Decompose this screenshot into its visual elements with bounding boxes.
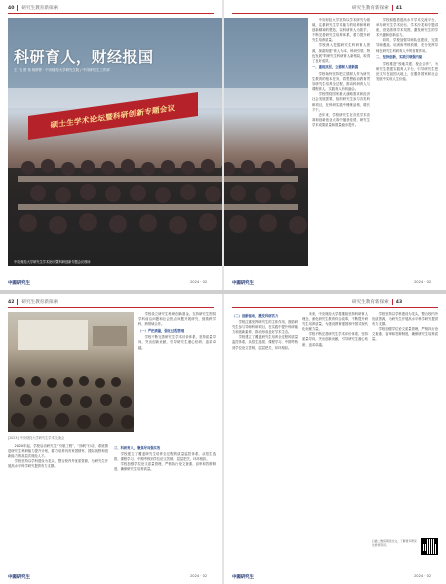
header-rule xyxy=(8,13,214,14)
magazine-logo: 中國研究生 xyxy=(8,575,30,580)
page-footer-left xyxy=(8,280,30,286)
paragraph: 学校不断完善研究生学术评价体系，坚持质量导向，突出创新贡献，引导研究生潜心钻研、追求卓越。 xyxy=(138,335,216,350)
paragraph: 学校围绕国家重大战略需求和经济社会发展需要，组织研究生参与各类科研项目，在科研实践中锤炼品格、增长才干。 xyxy=(312,92,370,112)
header-divider xyxy=(392,299,393,305)
article-column xyxy=(312,18,370,266)
spread-pages-40-41 xyxy=(0,0,446,290)
paragraph: 近年来，学校研究生在各类学术竞赛和创新创业大赛中屡获佳绩，研究生学术成果质量和数量稳步提升。 xyxy=(312,112,370,127)
qr-note: 扫描二维码阅读全文，了解更多研究生教育资讯。 xyxy=(372,539,417,547)
page-number: 42 xyxy=(8,299,15,305)
paragraph: 学校推进“校地共建、校企合作”，为研究生搭建实践育人平台，引导研究生把论文写在祖国大地上，在服务国家和社会发展中实现人生价值。 xyxy=(376,61,438,82)
page-number: 43 xyxy=(395,299,403,305)
paragraph: 学校注重发挥研究生的主体作用，鼓励研究生参与导师科研项目，在实践中提升科研能力和创新素养，推动形成良好学术生态。 xyxy=(232,320,298,335)
photo-caption: [2023] 中央财经大学研究生学术交流会 xyxy=(8,436,65,440)
paragraph: 学校积极搭建高水平学术交流平台，举办研究生学术论坛、学术沙龙和专题讲座，营造浓厚学术氛围，激发研究生的学术兴趣和创新活力。 xyxy=(376,18,438,38)
article-column xyxy=(376,18,438,266)
paragraph: 学校加强学位论文质量管理，严格执行论文查重、盲审和答辩制度，确保研究生培养质量。 xyxy=(372,327,438,342)
paragraph: 学校始终坚持把立德树人作为研究生教育的根本任务，将思想政治教育贯穿研究生培养全过程，推动科研育人与课程育人、实践育人有机融合。 xyxy=(312,71,370,92)
spread-pages-42-43 xyxy=(0,294,446,584)
magazine-logo: 中國研究生 xyxy=(232,281,254,286)
photo-caption: 中央财经大学研究生学术论坛暨科研创新专题会议现场 xyxy=(14,260,91,264)
lecture-hall-illustration xyxy=(8,312,134,432)
conference-banner: 硕士生学术论坛暨科研创新专题会议 xyxy=(28,92,198,140)
article-column xyxy=(302,312,368,568)
header-divider xyxy=(392,5,393,11)
qr-code-icon[interactable] xyxy=(421,538,438,555)
paragraph: 学校坚持以学科建设为龙头，整合校内外优质资源，为研究生开展高水平科学研究提供有力支撑。 xyxy=(8,459,108,469)
header-rule xyxy=(232,307,438,308)
journal-section: 研究生教育新探索 xyxy=(21,300,59,305)
section-heading: 一、重视顶层，立德树人谱新篇 xyxy=(312,65,359,70)
issue-label: 2024 · 02 xyxy=(414,574,432,578)
page-header-left xyxy=(8,299,58,305)
page-number: 41 xyxy=(395,5,403,11)
article-column xyxy=(114,444,216,568)
header-divider xyxy=(17,299,18,305)
paragraph: 中央财经大学坚持以学术研究为基础，注重研究生学术能力的培养和科研创新精神的塑造，以科研育人为抓手，不断完善研究生培养体系，着力提升研究生培养质量。 xyxy=(312,18,370,43)
journal-section: 研究生教育新探索 xyxy=(352,300,389,305)
journal-section: 研究生教育新探索 xyxy=(352,6,389,11)
section-heading: （二）创新驱动，激发科研活力 xyxy=(232,313,279,318)
page-footer-right xyxy=(232,280,254,286)
magazine-logo: 中國研究生 xyxy=(8,281,30,286)
header-divider xyxy=(17,5,18,11)
section-heading: 二、坚持创新，实践引领强内驱 xyxy=(376,55,423,60)
article-column xyxy=(8,444,108,568)
page-footer-right xyxy=(232,574,254,580)
page-gutter xyxy=(222,0,224,290)
page-number: 40 xyxy=(8,5,15,11)
paragraph: 学校加强学位论文质量管理，严格执行论文查重、盲审和答辩制度，确保研究生培养质量。 xyxy=(114,462,216,472)
issue-label: 2024 · 02 xyxy=(190,280,208,284)
header-rule xyxy=(8,307,214,308)
article-title: 科研育人，财经报国 xyxy=(14,48,154,66)
article-column xyxy=(138,312,216,442)
paragraph: 学校不断完善研究生学术评价体系，坚持质量导向，突出创新贡献，引导研究生潜心钻研、追求卓越。 xyxy=(302,332,368,347)
page-header-left xyxy=(8,5,58,11)
article-column xyxy=(372,312,438,532)
journal-section: 研究生教育新探索 xyxy=(21,6,59,11)
page-footer-left xyxy=(8,574,30,580)
paragraph: 学校建立了覆盖研究生培养全过程的质量监控体系，从招生选拔、课程学习、中期考核到学位论文答辩，层层把关、环环相扣。 xyxy=(114,452,216,462)
issue-label: 2024 · 02 xyxy=(190,574,208,578)
section-heading: 三、科研育人，聚焦导向强实效 xyxy=(114,445,161,450)
page-header-right xyxy=(352,299,402,305)
paragraph: 学校建立了覆盖研究生培养全过程的质量监控体系，从招生选拔、课程学习、中期考核到学位论文答辩，层层把关、环环相扣。 xyxy=(232,335,298,350)
section-heading: （一）严把质量，强化过程管理 xyxy=(138,328,185,333)
issue-label: 2024 · 02 xyxy=(414,280,432,284)
magazine-logo: 中國研究生 xyxy=(232,575,254,580)
article-column xyxy=(232,312,298,568)
paragraph: 学校深入挖掘研究生科研育人资源，探索构建“育人为本、科研引领、特色发展”的研究生科研育人新格局，取得了良好成效。 xyxy=(312,43,370,63)
header-rule xyxy=(232,13,438,14)
lecture-photo xyxy=(8,312,134,432)
page-header-right xyxy=(352,5,402,11)
paragraph: 2020年起，学校启动研究生“引航工程”、“扬帆”行动，系统推进研究生科研能力提升计划，着力培养具有家国情怀、国际视野和创新能力的高层次财经人才。 xyxy=(8,444,108,459)
paragraph: 学校坚持以学科建设为龙头，整合校内外优质资源，为研究生开展高水平科学研究提供有力支撑。 xyxy=(372,312,438,327)
page-gutter xyxy=(222,294,224,584)
paragraph: 学校设立研究生科研创新基金，支持研究生围绕学科前沿问题和社会热点问题开展研究，鼓励跨学科、跨领域合作。 xyxy=(138,312,216,327)
paragraph: 未来，中央财经大学将继续坚持科研育人理念，深化研究生教育综合改革，不断提升研究生培养质量，为建设教育强国和中国式现代化贡献力量。 xyxy=(302,312,368,332)
paragraph: 同时，学校加强导师队伍建设，完善导师遴选、培训和考核机制，充分发挥导师在研究生科研育人中的首要作用。 xyxy=(376,38,438,53)
article-byline: 王 飞 蔡 伟 杨舒婷 · 中央财经大学研究生院 / 中共研究生工作部 xyxy=(14,68,110,72)
